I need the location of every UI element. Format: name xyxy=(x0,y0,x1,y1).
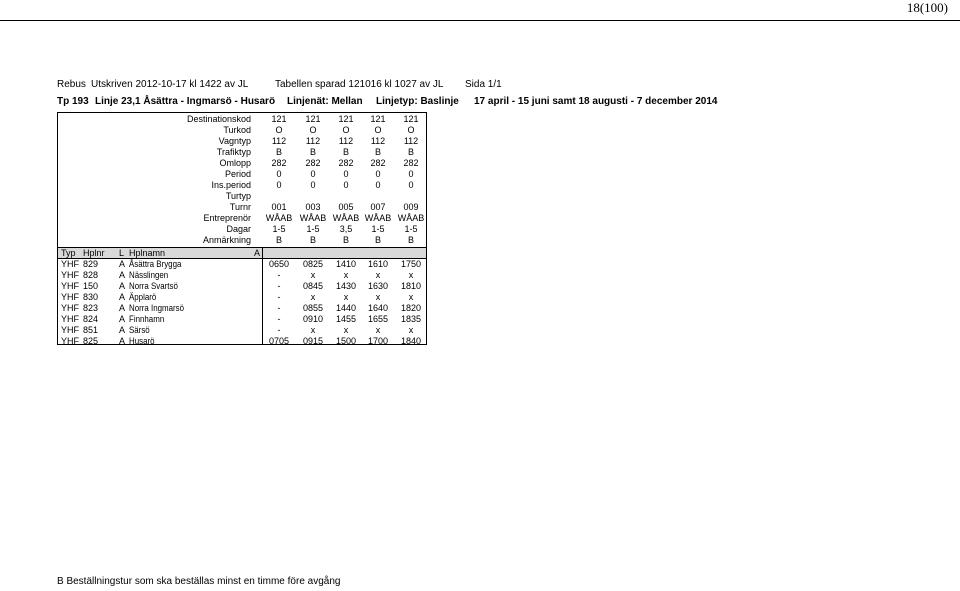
column-header-row xyxy=(58,247,426,259)
column-divider xyxy=(262,248,263,258)
tp-number: Tp 193 xyxy=(57,96,89,107)
stop-time: 1500 xyxy=(335,336,357,346)
stop-nr: 824 xyxy=(83,314,99,324)
stop-typ: YHF xyxy=(61,292,79,302)
stop-time: 0650 xyxy=(268,259,290,269)
stop-time: x xyxy=(343,270,349,280)
stop-l: A xyxy=(119,336,126,346)
stop-time: x xyxy=(375,325,381,335)
stop-time: - xyxy=(277,325,281,335)
stop-l: A xyxy=(119,303,126,313)
stop-nr: 830 xyxy=(83,292,99,302)
header-cell: B xyxy=(275,147,282,157)
header-cell: 003 xyxy=(305,202,321,212)
col-hplnamn: Hplnamn xyxy=(129,248,166,258)
stop-nr: 825 xyxy=(83,336,99,346)
stop-time: 1835 xyxy=(400,314,422,324)
header-row-label: Anmärkning xyxy=(202,235,251,245)
stop-row xyxy=(58,325,426,336)
stop-name: Husarö xyxy=(129,336,155,346)
header-cell: 1-5 xyxy=(272,224,286,234)
header-cell: 3,5 xyxy=(339,224,353,234)
stop-time: 1630 xyxy=(367,281,389,291)
stop-typ: YHF xyxy=(61,281,79,291)
header-cell: 0 xyxy=(310,180,316,190)
stop-name: Norra Svartsö xyxy=(129,281,178,291)
header-cell: 009 xyxy=(403,202,419,212)
stop-typ: YHF xyxy=(61,259,79,269)
header-row xyxy=(58,191,426,202)
stop-time: 1430 xyxy=(335,281,357,291)
stop-typ: YHF xyxy=(61,314,79,324)
header-cell: WÅAB xyxy=(299,213,327,223)
header-cell: 007 xyxy=(370,202,386,212)
header-cell: B xyxy=(407,235,414,245)
stop-nr: 828 xyxy=(83,270,99,280)
header-cell: 282 xyxy=(370,158,386,168)
stop-row xyxy=(58,281,426,292)
stop-time: - xyxy=(277,281,281,291)
header-cell: WÅAB xyxy=(265,213,293,223)
stop-time: 1655 xyxy=(367,314,389,324)
header-row-label: Omlopp xyxy=(219,158,251,168)
stop-row xyxy=(58,259,426,270)
stop-time: x xyxy=(310,292,316,302)
stop-time: x xyxy=(375,270,381,280)
header-cell: 0 xyxy=(408,180,414,190)
stop-row xyxy=(58,270,426,281)
header-cell: WÅAB xyxy=(332,213,360,223)
header-cell: O xyxy=(342,125,350,135)
header-row-label: Destinationskod xyxy=(186,114,251,124)
header-cell: B xyxy=(342,147,349,157)
stop-time: 0855 xyxy=(302,303,324,313)
page-info: Sida 1/1 xyxy=(465,79,502,90)
stop-time: - xyxy=(277,292,281,302)
stop-time: x xyxy=(408,270,414,280)
stop-time: 1700 xyxy=(367,336,389,346)
header-cell: 121 xyxy=(305,114,321,124)
stop-time: - xyxy=(277,314,281,324)
stop-time: x xyxy=(375,292,381,302)
stop-nr: 150 xyxy=(83,281,99,291)
timetable xyxy=(57,112,427,345)
col-typ: Typ xyxy=(61,248,76,258)
stop-time: 1810 xyxy=(400,281,422,291)
stop-time: 0910 xyxy=(302,314,324,324)
header-cell: 282 xyxy=(305,158,321,168)
header-row-label: Turtyp xyxy=(225,191,251,201)
header-cell: WÅAB xyxy=(364,213,392,223)
header-cell: 112 xyxy=(403,136,419,146)
stop-time: x xyxy=(310,270,316,280)
header-cell: 112 xyxy=(305,136,321,146)
header-cell: B xyxy=(342,235,349,245)
stop-time: 1840 xyxy=(400,336,422,346)
line-name: Linje 23,1 Åsättra - Ingmarsö - Husarö xyxy=(95,96,276,107)
header-row xyxy=(58,213,426,224)
stop-time: x xyxy=(408,292,414,302)
header-row xyxy=(58,202,426,213)
stop-time: 1440 xyxy=(335,303,357,313)
header-cell: 0 xyxy=(343,169,349,179)
header-cell: 0 xyxy=(276,169,282,179)
header-cell: O xyxy=(374,125,382,135)
header-cell: 121 xyxy=(370,114,386,124)
header-cell: 112 xyxy=(271,136,287,146)
header-cell: 282 xyxy=(403,158,419,168)
header-row xyxy=(58,114,426,125)
stop-time: 1640 xyxy=(367,303,389,313)
stop-time: 0845 xyxy=(302,281,324,291)
header-row xyxy=(58,125,426,136)
line-network: Linjenät: Mellan xyxy=(287,96,363,107)
stop-l: A xyxy=(119,281,126,291)
header-cell: 0 xyxy=(375,169,381,179)
printed-info: Utskriven 2012-10-17 kl 1422 av JL xyxy=(91,79,249,90)
saved-info: Tabellen sparad 121016 kl 1027 av JL xyxy=(275,79,444,90)
header-rule xyxy=(0,20,960,21)
stop-time: 1820 xyxy=(400,303,422,313)
stop-l: A xyxy=(119,259,126,269)
header-cell: 0 xyxy=(276,180,282,190)
header-cell: O xyxy=(407,125,415,135)
header-cell: 0 xyxy=(408,169,414,179)
stop-nr: 851 xyxy=(83,325,99,335)
stop-time: 1455 xyxy=(335,314,357,324)
header-cell: B xyxy=(309,147,316,157)
stop-time: 0915 xyxy=(302,336,324,346)
stop-row xyxy=(58,336,426,347)
stop-time: 0705 xyxy=(268,336,290,346)
stop-name: Särsö xyxy=(129,325,150,335)
stop-typ: YHF xyxy=(61,336,79,346)
stop-name: Åsättra Brygga xyxy=(129,259,182,269)
stop-time: 1410 xyxy=(335,259,357,269)
stop-time: 1610 xyxy=(367,259,389,269)
col-l: L xyxy=(119,248,125,258)
col-a: A xyxy=(254,248,261,258)
header-row xyxy=(58,169,426,180)
header-row xyxy=(58,235,426,246)
stop-time: - xyxy=(277,303,281,313)
header-row xyxy=(58,147,426,158)
header-row-label: Entreprenör xyxy=(203,213,251,223)
header-row-label: Period xyxy=(224,169,251,179)
header-row-label: Dagar xyxy=(226,224,251,234)
header-cell: WÅAB xyxy=(397,213,425,223)
stop-time: x xyxy=(343,292,349,302)
stop-time: 1750 xyxy=(400,259,422,269)
line-type: Linjetyp: Baslinje xyxy=(376,96,459,107)
stop-l: A xyxy=(119,314,126,324)
header-cell: 0 xyxy=(375,180,381,190)
header-cell: B xyxy=(374,235,381,245)
header-cell: 001 xyxy=(271,202,287,212)
header-row xyxy=(58,136,426,147)
header-cell: O xyxy=(309,125,317,135)
validity-period: 17 april - 15 juni samt 18 augusti - 7 december 2014 xyxy=(474,96,718,107)
stop-nr: 823 xyxy=(83,303,99,313)
header-cell: O xyxy=(275,125,283,135)
header-cell: 121 xyxy=(403,114,419,124)
header-row-label: Turnr xyxy=(229,202,251,212)
stop-time: 0825 xyxy=(302,259,324,269)
stop-name: Finnhamn xyxy=(129,314,165,324)
header-cell: B xyxy=(275,235,282,245)
stop-typ: YHF xyxy=(61,303,79,313)
header-cell: 1-5 xyxy=(404,224,418,234)
header-row-label: Ins.period xyxy=(211,180,251,190)
header-row-label: Turkod xyxy=(223,125,251,135)
stop-name: Norra Ingmarsö xyxy=(129,303,185,313)
header-cell: 0 xyxy=(310,169,316,179)
page-number: 18(100) xyxy=(906,0,948,15)
header-cell: 1-5 xyxy=(371,224,385,234)
header-cell: 121 xyxy=(271,114,287,124)
stop-time: x xyxy=(408,325,414,335)
stop-row xyxy=(58,292,426,303)
stop-l: A xyxy=(119,292,126,302)
header-cell: 282 xyxy=(338,158,354,168)
stop-typ: YHF xyxy=(61,270,79,280)
stop-time: - xyxy=(277,270,281,280)
header-cell: B xyxy=(309,235,316,245)
header-cell: B xyxy=(407,147,414,157)
header-cell: 282 xyxy=(271,158,287,168)
header-row xyxy=(58,158,426,169)
header-cell: B xyxy=(374,147,381,157)
stop-typ: YHF xyxy=(61,325,79,335)
header-cell: 1-5 xyxy=(306,224,320,234)
app-name: Rebus xyxy=(57,79,86,90)
stop-name: Nässlingen xyxy=(129,270,169,280)
footnote: B Beställningstur som ska beställas minst en timme före avgång xyxy=(57,576,341,587)
header-cell: 112 xyxy=(370,136,386,146)
header-row xyxy=(58,224,426,235)
stop-row xyxy=(58,314,426,325)
stop-l: A xyxy=(119,325,126,335)
header-cell: 112 xyxy=(338,136,354,146)
col-hplnr: Hplnr xyxy=(83,248,105,258)
header-cell: 005 xyxy=(338,202,354,212)
stop-l: A xyxy=(119,270,126,280)
header-row-label: Trafiktyp xyxy=(216,147,251,157)
stop-name: Äpplarö xyxy=(129,292,157,302)
header-cell: 0 xyxy=(343,180,349,190)
header-row xyxy=(58,180,426,191)
trip-header-block xyxy=(58,113,426,246)
stop-time: x xyxy=(310,325,316,335)
stop-time: x xyxy=(343,325,349,335)
header-cell: 121 xyxy=(338,114,354,124)
stop-row xyxy=(58,303,426,314)
header-row-label: Vagntyp xyxy=(218,136,251,146)
stop-nr: 829 xyxy=(83,259,99,269)
